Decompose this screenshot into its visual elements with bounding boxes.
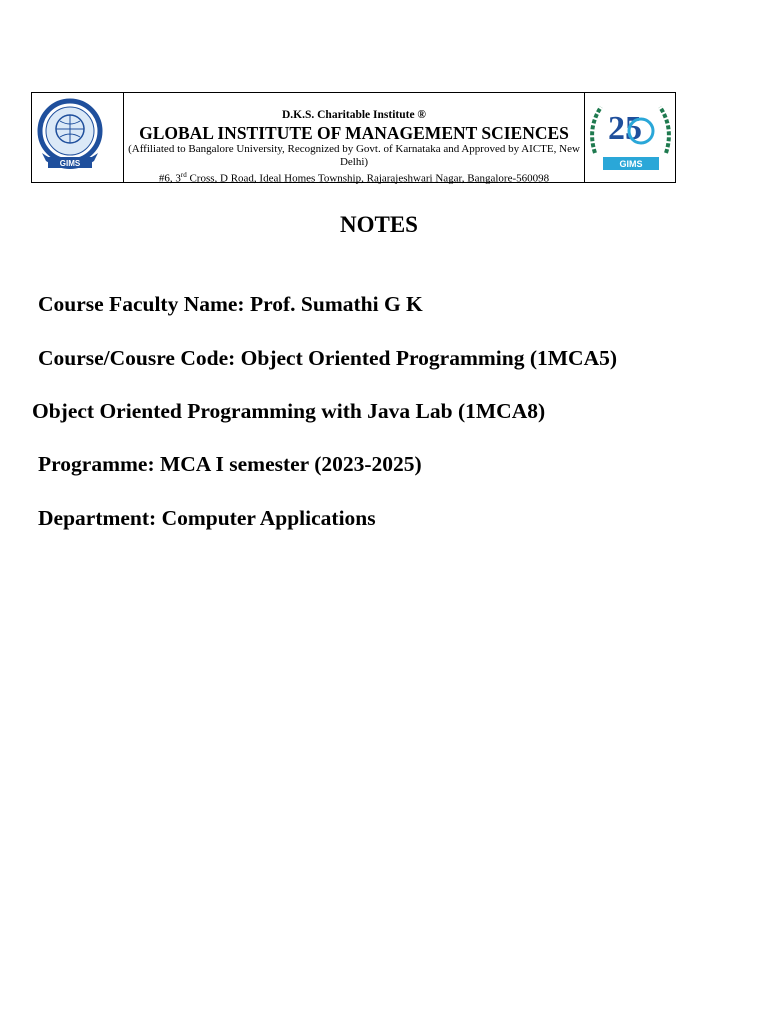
right-logo-label: GIMS <box>619 159 643 169</box>
gims-seal-logo <box>32 93 124 182</box>
document-title: NOTES <box>340 212 418 237</box>
institute-name: GLOBAL INSTITUTE OF MANAGEMENT SCIENCES <box>139 123 569 143</box>
left-logo-cell <box>32 93 124 182</box>
affiliation-text: (Affiliated to Bangalore University, Recognized by Govt. of Karnataka and Approved by AICTE, New Delhi) <box>128 143 580 168</box>
letterhead-text <box>124 93 584 185</box>
lab-course-line: Object Oriented Programming with Java Lab (1MCA8) <box>32 399 546 423</box>
right-logo-cell <box>584 93 675 182</box>
left-logo-label: GIMS <box>59 159 81 168</box>
department-line: Department: Computer Applications <box>38 506 376 530</box>
gims-25-years-logo <box>585 93 676 182</box>
programme-line: Programme: MCA I semester (2023-2025) <box>38 452 422 476</box>
logo-25-number: 25 <box>608 110 642 147</box>
letterhead <box>31 92 676 183</box>
institute-address: #6, 3rd Cross, D Road, Ideal Homes Township, Rajarajeshwari Nagar, Bangalore-560098 <box>158 171 550 185</box>
trust-name: D.K.S. Charitable Institute ® <box>281 109 427 121</box>
course-code-line: Course/Cousre Code: Object Oriented Programming (1MCA5) <box>38 346 617 370</box>
faculty-name-line: Course Faculty Name: Prof. Sumathi G K <box>38 292 423 316</box>
